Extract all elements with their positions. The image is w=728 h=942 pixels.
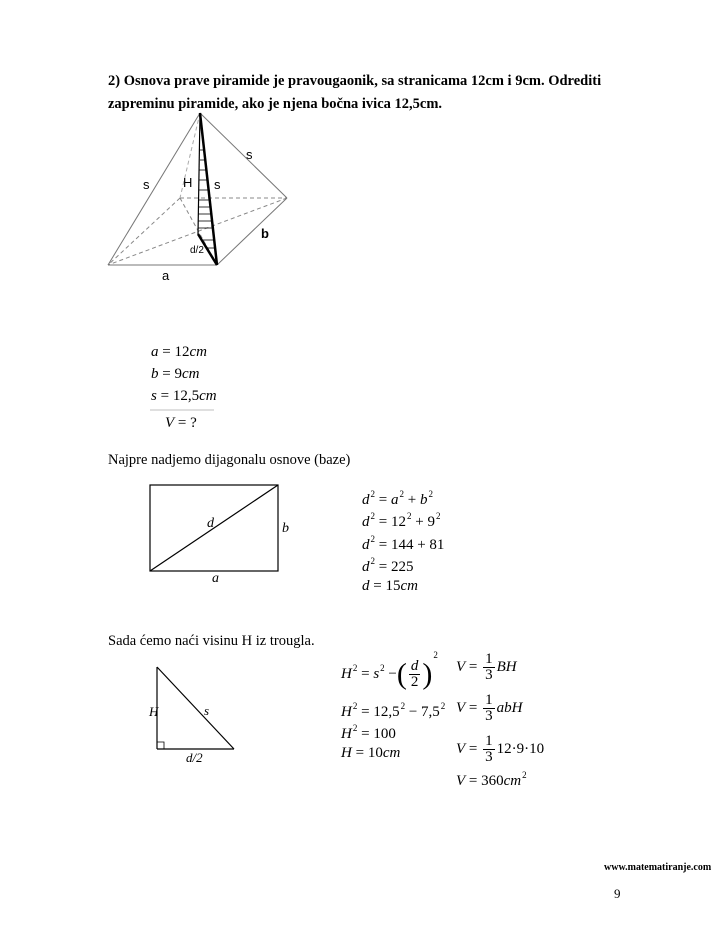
h-eq-2: $H^2 = 12,5^2 - 7,5^2$: [341, 701, 446, 720]
pyramid-label-d2: d/2: [190, 245, 204, 256]
rect-label-a: a: [212, 571, 219, 586]
rectangle-figure: [150, 485, 289, 586]
given-a: a = 12cm: [151, 344, 207, 360]
diag-eq-3: $d^2 = 144 + 81$: [362, 534, 445, 553]
text-diagonal-intro: Najpre nadjemo dijagonalu osnove (baze): [108, 452, 351, 468]
tri-label-s: s: [204, 703, 210, 718]
diag-eq-2: $d^2 = 12^2 + 9^2$: [362, 511, 441, 530]
v-eq-1: V = $\frac{1}{3}$ BH: [456, 651, 517, 683]
given-b: b = 9cm: [151, 366, 200, 382]
pyramid-label-b: b: [261, 226, 269, 241]
pyramid-label-s-center: s: [214, 177, 221, 192]
diag-eq-4: $d^2 = 225$: [362, 556, 414, 575]
pyramid-label-a: a: [162, 268, 170, 283]
pyramid-label-s-left: s: [143, 177, 150, 192]
problem-line-1: 2) Osnova prave piramide je pravougaonik, sa stranicama 12cm i 9cm. Odrediti: [108, 73, 602, 89]
diag-eq-5: d = 15cm: [362, 578, 418, 594]
page-number: 9: [614, 886, 621, 901]
diag-eq-1: $d^2 = a^2 + b^2$: [362, 489, 433, 508]
v-eq-4: $V = 360cm^2$: [456, 770, 527, 789]
pyramid-figure: [108, 113, 287, 283]
h-eq-4: H = 10cm: [341, 745, 401, 761]
pyramid-label-s-right: s: [246, 147, 253, 162]
rect-label-d: d: [207, 516, 214, 531]
h-eq-1: $H^2 = s^2$ −( $\frac{d}{2}$ )$^2$: [341, 650, 438, 691]
text-height-intro: Sada ćemo naći visinu H iz trougla.: [108, 633, 315, 649]
given-s: s = 12,5cm: [151, 388, 217, 404]
triangle-figure: [148, 667, 234, 765]
h-eq-3: $H^2 = 100$: [341, 723, 396, 742]
problem-line-2: zapreminu piramide, ako je njena bočna ivica 12,5cm.: [108, 96, 443, 112]
v-eq-3: V = $\frac{1}{3}$ 12·9·10: [456, 733, 545, 765]
tri-label-H: H: [149, 704, 159, 719]
given-V: V = ?: [165, 415, 197, 431]
rect-label-b: b: [282, 521, 289, 536]
v-eq-2: V = $\frac{1}{3}$ abH: [456, 692, 523, 724]
footer-website[interactable]: www.matematiranje.com: [604, 862, 712, 873]
pyramid-label-H: H: [183, 175, 193, 190]
tri-label-d2: d/2: [186, 750, 203, 765]
